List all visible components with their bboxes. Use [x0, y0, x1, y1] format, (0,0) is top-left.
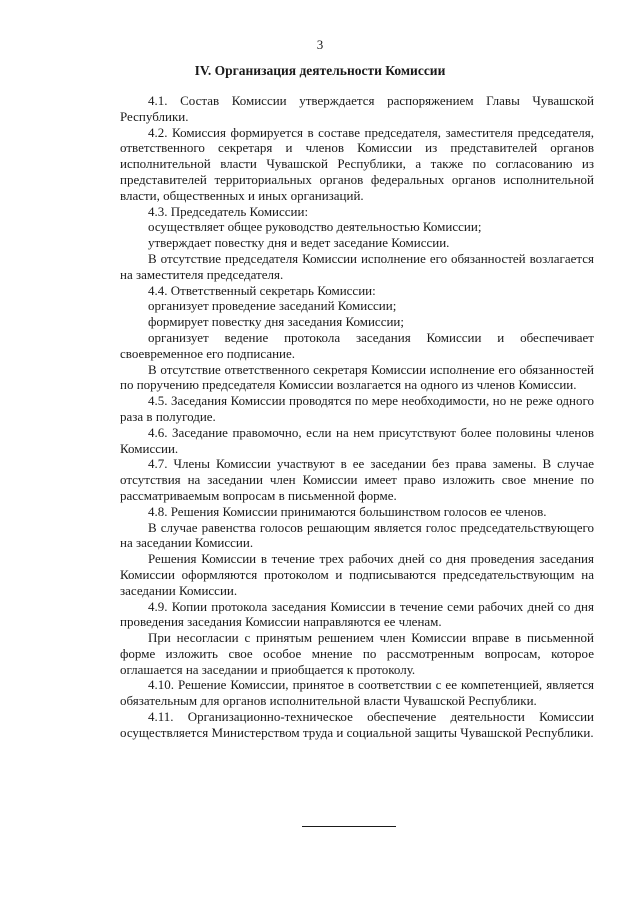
- section-title: IV. Организация деятельности Комиссии: [194, 63, 446, 78]
- paragraph: 4.10. Решение Комиссии, принятое в соответствии с ее компетенцией, является обязательным для органов исполнительной власти Чувашской Республики.: [120, 677, 594, 709]
- paragraph: утверждает повестку дня и ведет заседание Комиссии.: [148, 235, 450, 251]
- paragraph: 4.3. Председатель Комиссии:: [148, 203, 309, 219]
- page-number: 3: [316, 37, 324, 52]
- paragraph: В случае равенства голосов решающим является голос председательствующего на заседании Комиссии.: [120, 519, 594, 551]
- paragraph: организует ведение протокола заседания Комиссии и обеспечивает своевременное его подписание.: [120, 329, 594, 361]
- paragraph: В отсутствие ответственного секретаря Комиссии исполнение его обязанностей по поручению председателя Комиссии возлагается на одного из членов Комиссии.: [120, 361, 594, 393]
- paragraph: При несогласии с принятым решением член Комиссии вправе в письменной форме изложить свое особое мнение по рассмотренным вопросам, которое оглашается на заседании и приобщается к протоколу.: [120, 630, 594, 677]
- paragraph: 4.6. Заседание правомочно, если на нем присутствуют более половины членов Комиссии.: [120, 424, 594, 456]
- paragraph: организует проведение заседаний Комиссии;: [148, 298, 397, 314]
- paragraph: В отсутствие председателя Комиссии исполнение его обязанностей возлагается на заместителя председателя.: [120, 250, 594, 282]
- paragraph: 4.8. Решения Комиссии принимаются большинством голосов ее членов.: [148, 503, 547, 519]
- paragraph: 4.4. Ответственный секретарь Комиссии:: [148, 282, 376, 298]
- document-body: [120, 93, 594, 741]
- paragraph: 4.2. Комиссия формируется в составе председателя, заместителя председателя, ответственного секретаря и членов Комиссии из представителей органов исполнительной власти Чувашской Республики, а также по согласованию из представителей территориальных органов федеральных органов исполнительной власти, общественных и иных организаций.: [120, 124, 594, 203]
- paragraph: формирует повестку дня заседания Комиссии;: [148, 314, 405, 330]
- paragraph: 4.9. Копии протокола заседания Комиссии в течение семи рабочих дней со дня проведения заседания Комиссии направляются ее членам.: [120, 598, 594, 630]
- paragraph: Решения Комиссии в течение трех рабочих дней со дня проведения заседания Комиссии оформляются протоколом и подписываются председательствующим на заседании Комиссии.: [120, 551, 594, 598]
- closing-divider-line: [302, 826, 396, 827]
- paragraph: 4.1. Состав Комиссии утверждается распоряжением Главы Чувашской Республики.: [120, 93, 594, 124]
- paragraph: 4.7. Члены Комиссии участвуют в ее заседании без права замены. В случае отсутствия на заседании член Комиссии имеет право изложить свое мнение по рассматриваемым вопросам в письменной форме.: [120, 456, 594, 503]
- paragraph: осуществляет общее руководство деятельностью Комиссии;: [148, 219, 482, 235]
- paragraph: 4.5. Заседания Комиссии проводятся по мере необходимости, но не реже одного раза в полугодие.: [120, 393, 594, 424]
- paragraph: 4.11. Организационно-техническое обеспечение деятельности Комиссии осуществляется Министерством труда и социальной защиты Чувашской Республики.: [120, 709, 594, 740]
